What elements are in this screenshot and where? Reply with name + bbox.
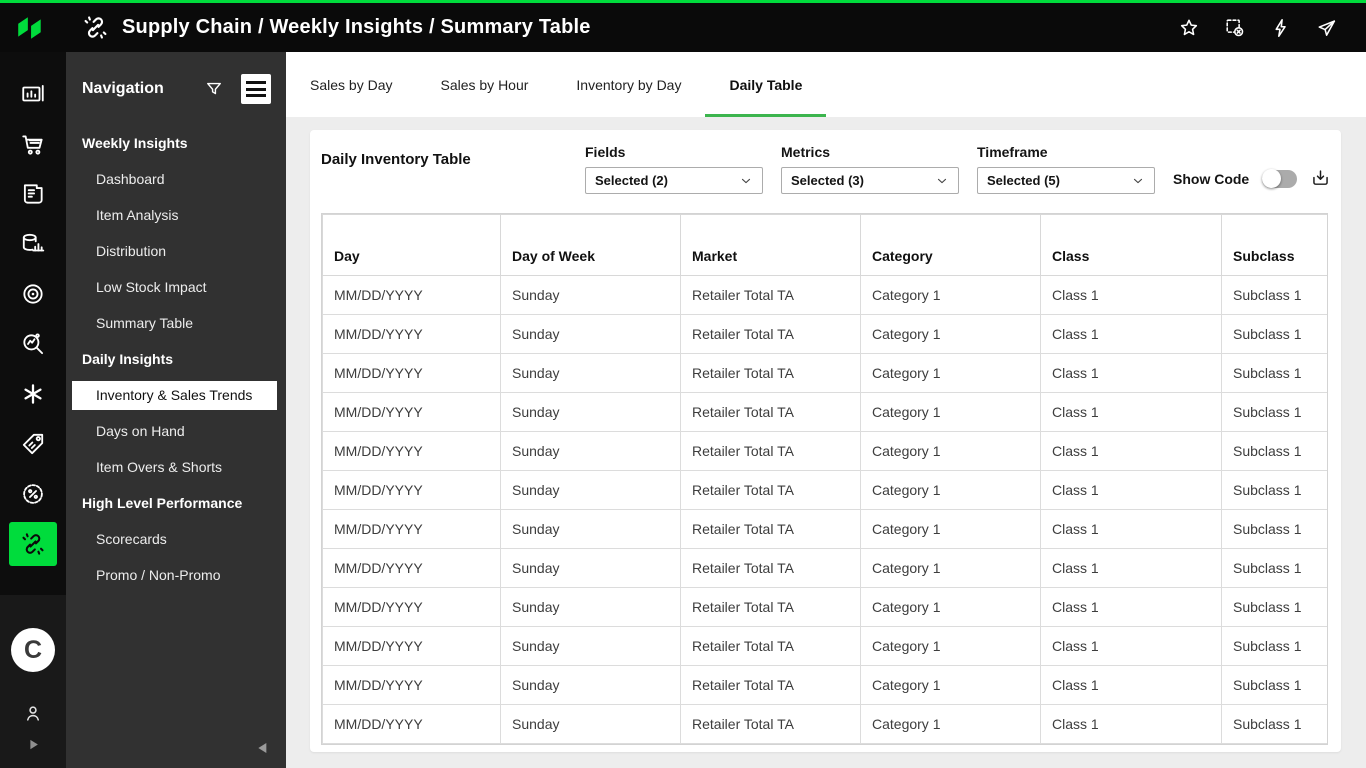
sidebar-item-scorecards[interactable]: Scorecards — [96, 531, 167, 547]
table-row — [323, 627, 1328, 666]
table-row — [323, 471, 1328, 510]
table-row — [323, 315, 1328, 354]
download-icon[interactable] — [1310, 168, 1331, 189]
cell-class: Class 1 — [1041, 315, 1222, 354]
cell-market: Retailer Total TA — [681, 315, 861, 354]
top-bar — [0, 3, 1366, 52]
cell-category: Category 1 — [861, 549, 1041, 588]
show-code-toggle[interactable] — [1262, 170, 1297, 188]
cell-day-of-week: Sunday — [501, 432, 681, 471]
cell-class: Class 1 — [1041, 588, 1222, 627]
cell-market: Retailer Total TA — [681, 354, 861, 393]
cell-day: MM/DD/YYYY — [323, 471, 501, 510]
cart-icon — [20, 131, 46, 157]
sidebar-item-inventory-sales-trends[interactable]: Inventory & Sales Trends — [72, 381, 277, 410]
cell-subclass: Subclass 1 — [1222, 549, 1328, 588]
navigation-list — [66, 129, 286, 590]
table-header-row — [323, 215, 1328, 276]
show-code-cluster — [1173, 165, 1331, 192]
column-header-category: Category — [861, 215, 1041, 276]
cell-class: Class 1 — [1041, 276, 1222, 315]
chevron-down-icon — [1131, 174, 1145, 188]
rail-item-database[interactable] — [9, 222, 57, 266]
cell-subclass: Subclass 1 — [1222, 432, 1328, 471]
cell-category: Category 1 — [861, 510, 1041, 549]
tab-sales-by-day[interactable]: Sales by Day — [310, 76, 393, 93]
play-icon[interactable] — [26, 737, 41, 752]
rail-item-discount[interactable] — [9, 472, 57, 516]
person-icon[interactable] — [22, 702, 44, 724]
table-row — [323, 705, 1328, 744]
cell-subclass: Subclass 1 — [1222, 276, 1328, 315]
rail-item-cart[interactable] — [9, 122, 57, 166]
star-icon[interactable] — [1178, 17, 1200, 39]
asterisk-icon — [20, 381, 46, 407]
table-row — [323, 510, 1328, 549]
fields-selected-value: Selected (2) — [595, 173, 668, 188]
cell-market: Retailer Total TA — [681, 627, 861, 666]
discount-icon — [20, 481, 46, 507]
timeframe-dropdown[interactable] — [977, 167, 1155, 194]
lightning-icon[interactable] — [1270, 17, 1292, 39]
link-icon — [20, 531, 46, 557]
cell-class: Class 1 — [1041, 666, 1222, 705]
cell-category: Category 1 — [861, 432, 1041, 471]
daily-inventory-table — [322, 214, 1328, 744]
rail-item-report[interactable] — [9, 72, 57, 116]
cell-day: MM/DD/YYYY — [323, 666, 501, 705]
timeframe-selected-value: Selected (5) — [987, 173, 1060, 188]
cell-category: Category 1 — [861, 276, 1041, 315]
tag-icon — [20, 431, 46, 457]
navigation-title: Navigation — [82, 80, 164, 97]
cell-class: Class 1 — [1041, 393, 1222, 432]
toggle-knob — [1262, 169, 1281, 188]
rail-icon-list — [0, 52, 66, 595]
card-title: Daily Inventory Table — [321, 151, 471, 168]
chevron-down-icon — [935, 174, 949, 188]
cell-market: Retailer Total TA — [681, 510, 861, 549]
cell-subclass: Subclass 1 — [1222, 510, 1328, 549]
metrics-filter-group — [781, 144, 959, 194]
cell-day: MM/DD/YYYY — [323, 705, 501, 744]
cell-market: Retailer Total TA — [681, 705, 861, 744]
cell-day-of-week: Sunday — [501, 549, 681, 588]
topbar-actions — [1178, 17, 1366, 39]
sidebar-item-distribution[interactable]: Distribution — [96, 243, 167, 259]
cell-category: Category 1 — [861, 315, 1041, 354]
cell-day-of-week: Sunday — [501, 354, 681, 393]
cell-subclass: Subclass 1 — [1222, 666, 1328, 705]
nav-section-label-weekly-insights: Weekly Insights — [82, 135, 188, 151]
cell-category: Category 1 — [861, 666, 1041, 705]
column-header-class: Class — [1041, 215, 1222, 276]
cell-category: Category 1 — [861, 627, 1041, 666]
cell-day: MM/DD/YYYY — [323, 627, 501, 666]
cell-subclass: Subclass 1 — [1222, 588, 1328, 627]
content-area — [286, 117, 1366, 768]
chevron-down-icon — [739, 174, 753, 188]
daily-inventory-card — [310, 130, 1341, 752]
report-icon — [20, 81, 46, 107]
fields-label: Fields — [585, 144, 626, 160]
send-icon[interactable] — [1316, 17, 1338, 39]
cell-class: Class 1 — [1041, 510, 1222, 549]
cell-day-of-week: Sunday — [501, 510, 681, 549]
link-icon — [82, 14, 109, 41]
cell-day: MM/DD/YYYY — [323, 588, 501, 627]
cell-market: Retailer Total TA — [681, 471, 861, 510]
cell-market: Retailer Total TA — [681, 432, 861, 471]
sidebar-item-item-analysis[interactable]: Item Analysis — [96, 207, 179, 223]
navigation-header — [66, 52, 286, 104]
rail-item-asterisk[interactable] — [9, 372, 57, 416]
cell-day-of-week: Sunday — [501, 276, 681, 315]
cell-market: Retailer Total TA — [681, 666, 861, 705]
cell-subclass: Subclass 1 — [1222, 705, 1328, 744]
table-row — [323, 549, 1328, 588]
cell-day-of-week: Sunday — [501, 315, 681, 354]
main-area — [286, 52, 1366, 768]
menu-icon[interactable] — [241, 74, 271, 104]
icon-rail — [0, 52, 66, 768]
sidebar-item-summary-table[interactable]: Summary Table — [96, 315, 194, 331]
target-icon — [20, 281, 46, 307]
cell-day: MM/DD/YYYY — [323, 510, 501, 549]
cell-day-of-week: Sunday — [501, 705, 681, 744]
cell-class: Class 1 — [1041, 705, 1222, 744]
cell-class: Class 1 — [1041, 627, 1222, 666]
cell-day: MM/DD/YYYY — [323, 432, 501, 471]
cell-day-of-week: Sunday — [501, 666, 681, 705]
metrics-dropdown[interactable] — [781, 167, 959, 194]
show-code-label: Show Code — [1173, 170, 1250, 187]
table-row — [323, 393, 1328, 432]
column-header-day: Day — [323, 215, 501, 276]
cell-subclass: Subclass 1 — [1222, 393, 1328, 432]
cell-category: Category 1 — [861, 471, 1041, 510]
column-header-day-of-week: Day of Week — [501, 215, 681, 276]
rail-item-target[interactable] — [9, 272, 57, 316]
company-logo[interactable] — [15, 13, 45, 43]
rail-item-search[interactable] — [9, 322, 57, 366]
filter-groups — [585, 144, 1173, 194]
deselect-icon[interactable] — [1224, 17, 1246, 39]
column-header-subclass: Subclass — [1222, 215, 1328, 276]
fields-filter-group — [585, 144, 763, 194]
cell-market: Retailer Total TA — [681, 549, 861, 588]
sidebar-item-item-overs-shorts[interactable]: Item Overs & Shorts — [96, 459, 223, 475]
cell-day: MM/DD/YYYY — [323, 315, 501, 354]
table-row — [323, 276, 1328, 315]
avatar[interactable]: C — [11, 628, 55, 672]
cell-subclass: Subclass 1 — [1222, 471, 1328, 510]
cell-class: Class 1 — [1041, 354, 1222, 393]
collapse-icon[interactable] — [255, 740, 271, 756]
table-row — [323, 354, 1328, 393]
metrics-label: Metrics — [781, 144, 831, 160]
cell-class: Class 1 — [1041, 432, 1222, 471]
filter-icon[interactable] — [204, 79, 224, 99]
cell-day-of-week: Sunday — [501, 627, 681, 666]
cell-day: MM/DD/YYYY — [323, 549, 501, 588]
cell-subclass: Subclass 1 — [1222, 354, 1328, 393]
page-title: Supply Chain / Weekly Insights / Summary Table — [122, 16, 591, 38]
timeframe-label: Timeframe — [977, 144, 1048, 160]
cell-day-of-week: Sunday — [501, 588, 681, 627]
column-header-market: Market — [681, 215, 861, 276]
navigation-panel — [66, 52, 286, 768]
cell-day: MM/DD/YYYY — [323, 354, 501, 393]
cell-subclass: Subclass 1 — [1222, 627, 1328, 666]
tab-inventory-by-day[interactable]: Inventory by Day — [576, 76, 682, 93]
fields-dropdown[interactable] — [585, 167, 763, 194]
cell-class: Class 1 — [1041, 549, 1222, 588]
rail-user-section — [0, 595, 66, 768]
card-header — [321, 144, 1328, 194]
nav-section-label-high-level-performance: High Level Performance — [82, 495, 243, 511]
cell-market: Retailer Total TA — [681, 588, 861, 627]
cell-category: Category 1 — [861, 588, 1041, 627]
cell-category: Category 1 — [861, 393, 1041, 432]
database-icon — [20, 231, 46, 257]
metrics-selected-value: Selected (3) — [791, 173, 864, 188]
card-controls — [585, 144, 1331, 194]
search-icon — [20, 331, 46, 357]
table-row — [323, 588, 1328, 627]
cell-day-of-week: Sunday — [501, 393, 681, 432]
sidebar-item-promo-non-promo[interactable]: Promo / Non-Promo — [96, 567, 221, 583]
tab-sales-by-hour[interactable]: Sales by Hour — [440, 76, 529, 93]
cell-day: MM/DD/YYYY — [323, 393, 501, 432]
cell-category: Category 1 — [861, 705, 1041, 744]
cell-day: MM/DD/YYYY — [323, 276, 501, 315]
cell-market: Retailer Total TA — [681, 393, 861, 432]
rail-item-link[interactable] — [9, 522, 57, 566]
tab-daily-table[interactable]: Daily Table — [705, 52, 826, 117]
receipt-icon — [20, 181, 46, 207]
table-row — [323, 666, 1328, 705]
cell-day-of-week: Sunday — [501, 471, 681, 510]
rail-item-tag[interactable] — [9, 422, 57, 466]
cell-market: Retailer Total TA — [681, 276, 861, 315]
table-scroll-region[interactable] — [321, 213, 1328, 745]
rail-item-receipt[interactable] — [9, 172, 57, 216]
sidebar-item-dashboard[interactable]: Dashboard — [96, 171, 165, 187]
sidebar-item-low-stock-impact[interactable]: Low Stock Impact — [96, 279, 207, 295]
tab-bar — [286, 52, 1366, 117]
cell-subclass: Subclass 1 — [1222, 315, 1328, 354]
cell-category: Category 1 — [861, 354, 1041, 393]
table-row — [323, 432, 1328, 471]
sidebar-item-days-on-hand[interactable]: Days on Hand — [96, 423, 185, 439]
timeframe-filter-group — [977, 144, 1155, 194]
cell-class: Class 1 — [1041, 471, 1222, 510]
nav-section-label-daily-insights: Daily Insights — [82, 351, 174, 367]
